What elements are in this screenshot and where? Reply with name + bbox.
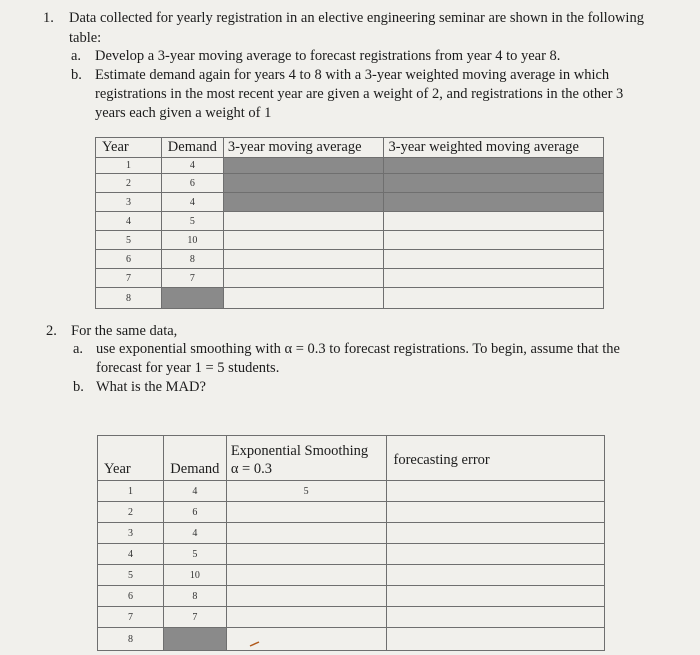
q1-number: 1.	[43, 10, 54, 26]
q1-demand-cell: 6	[161, 174, 223, 193]
pen-mark-icon	[248, 640, 262, 648]
q1-b-line2: registrations in the most recent year are given a weight of 2, and registrations in the other 3	[95, 86, 624, 102]
q1-demand-cell: 4	[161, 158, 223, 174]
q1-intro-line1: Data collected for yearly registration in an elective engineering seminar are shown in the following	[69, 10, 644, 26]
q1-demand-cell	[161, 288, 223, 309]
q2-forecast-cell[interactable]	[226, 565, 386, 586]
q1-wma-cell	[384, 193, 604, 212]
q2-number: 2.	[46, 323, 57, 339]
q2-header-year: Year	[98, 436, 164, 481]
q1-header-wma: 3-year weighted moving average	[384, 138, 604, 158]
q2-demand-cell: 5	[163, 544, 226, 565]
q1-wma-cell	[384, 174, 604, 193]
q1-b-line3: years each given a weight of 1	[95, 105, 272, 121]
q2-header-es: Exponential Smoothing	[230, 443, 369, 459]
q1-wma-cell[interactable]	[384, 269, 604, 288]
q1-ma-cell	[223, 158, 384, 174]
q2-demand-cell	[163, 628, 226, 651]
q1-wma-cell[interactable]	[384, 212, 604, 231]
q1-demand-cell: 8	[161, 250, 223, 269]
q2-year-cell: 5	[98, 565, 164, 586]
q2-year-cell: 3	[98, 523, 164, 544]
q1-table	[95, 137, 604, 309]
q2-error-cell[interactable]	[386, 544, 604, 565]
q1-header-demand: Demand	[161, 138, 223, 158]
q2-error-cell[interactable]	[386, 586, 604, 607]
q1-year-cell: 8	[96, 288, 162, 309]
q1-demand-cell: 4	[161, 193, 223, 212]
q2-year-cell: 7	[98, 607, 164, 628]
q2-table	[97, 435, 605, 651]
q2-header-error: forecasting error	[386, 436, 604, 481]
q2-intro: For the same data,	[71, 323, 178, 339]
q1-year-cell: 7	[96, 269, 162, 288]
q2-error-cell[interactable]	[386, 481, 604, 502]
q2-a-label: a.	[73, 341, 84, 357]
q2-forecast-cell[interactable]	[226, 523, 386, 544]
q1-year-cell: 4	[96, 212, 162, 231]
q2-demand-cell: 8	[163, 586, 226, 607]
q1-ma-cell[interactable]	[223, 250, 384, 269]
q1-wma-cell	[384, 158, 604, 174]
q2-header-alpha: α = 0.3	[230, 461, 272, 477]
q2-forecast-cell[interactable]	[226, 586, 386, 607]
q1-demand-cell: 5	[161, 212, 223, 231]
q1-wma-cell[interactable]	[384, 250, 604, 269]
q1-year-cell: 5	[96, 231, 162, 250]
q2-demand-cell: 10	[163, 565, 226, 586]
q1-header-ma: 3-year moving average	[223, 138, 384, 158]
q1-b-line1: Estimate demand again for years 4 to 8 with a 3-year weighted moving average in which	[95, 67, 610, 83]
q1-year-cell: 2	[96, 174, 162, 193]
q2-demand-cell: 4	[163, 523, 226, 544]
q2-error-cell[interactable]	[386, 607, 604, 628]
q2-error-cell[interactable]	[386, 565, 604, 586]
q2-forecast-cell[interactable]	[226, 502, 386, 523]
q1-ma-cell[interactable]	[223, 212, 384, 231]
q1-demand-cell: 10	[161, 231, 223, 250]
q2-year-cell: 2	[98, 502, 164, 523]
q2-forecast-cell: 5	[226, 481, 386, 502]
q1-ma-cell[interactable]	[223, 231, 384, 250]
q2-forecast-cell[interactable]	[226, 607, 386, 628]
q1-ma-cell[interactable]	[223, 288, 384, 309]
q2-error-cell[interactable]	[386, 628, 604, 651]
q1-year-cell: 6	[96, 250, 162, 269]
q2-year-cell: 8	[98, 628, 164, 651]
q2-year-cell: 4	[98, 544, 164, 565]
q2-demand-cell: 7	[163, 607, 226, 628]
q1-ma-cell[interactable]	[223, 269, 384, 288]
q2-demand-cell: 6	[163, 502, 226, 523]
q2-demand-cell: 4	[163, 481, 226, 502]
q2-year-cell: 6	[98, 586, 164, 607]
q2-year-cell: 1	[98, 481, 164, 502]
q1-demand-cell: 7	[161, 269, 223, 288]
q2-a-line1: use exponential smoothing with α = 0.3 to forecast registrations. To begin, assume that the	[96, 341, 620, 357]
q1-a-label: a.	[71, 48, 82, 64]
q1-year-cell: 3	[96, 193, 162, 212]
q2-error-cell[interactable]	[386, 502, 604, 523]
q2-b-label: b.	[73, 379, 84, 395]
q1-intro-line2: table:	[69, 30, 102, 46]
q1-year-cell: 1	[96, 158, 162, 174]
q1-wma-cell[interactable]	[384, 288, 604, 309]
q2-forecast-cell[interactable]	[226, 544, 386, 565]
q2-error-cell[interactable]	[386, 523, 604, 544]
q2-a-line2: forecast for year 1 = 5 students.	[96, 360, 280, 376]
q2-header-demand: Demand	[163, 436, 226, 481]
q1-ma-cell	[223, 193, 384, 212]
q1-header-year: Year	[96, 138, 162, 158]
q1-b-label: b.	[71, 67, 82, 83]
q2-b-text: What is the MAD?	[96, 379, 206, 395]
q1-ma-cell	[223, 174, 384, 193]
q1-wma-cell[interactable]	[384, 231, 604, 250]
q1-a-text: Develop a 3-year moving average to forecast registrations from year 4 to year 8.	[95, 48, 561, 64]
